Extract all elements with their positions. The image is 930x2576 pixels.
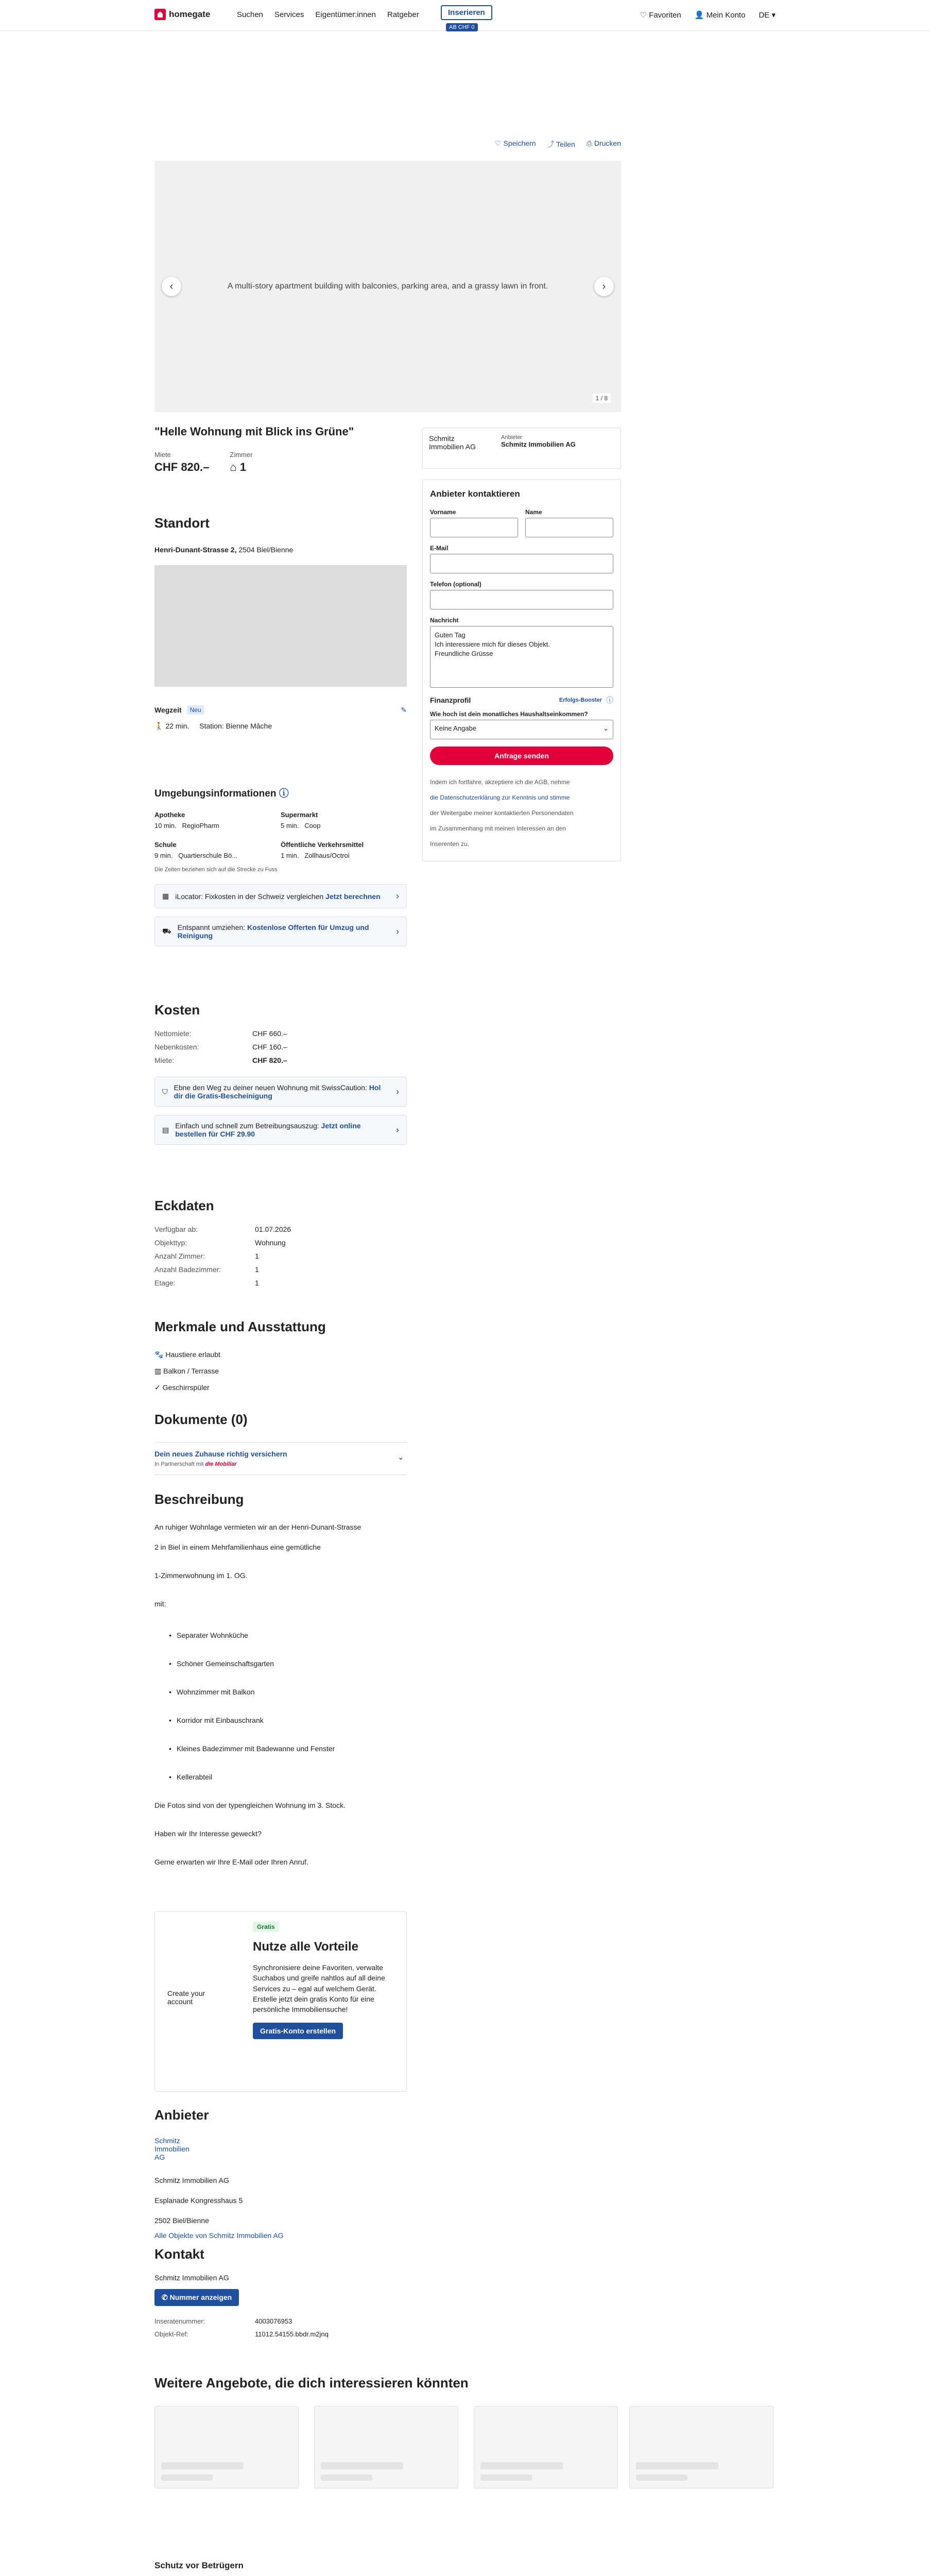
calculator-icon: ▦ bbox=[162, 892, 169, 900]
document-icon: ▤ bbox=[162, 1125, 169, 1134]
contact-heading: Kontakt bbox=[154, 2246, 204, 2262]
surroundings-heading: Umgebungsinformationen bbox=[154, 788, 277, 799]
shield-icon: ⛉ bbox=[162, 1087, 168, 1096]
contact-form: Anbieter kontaktieren Vorname Name E-Mail Telefon (optional) Nachricht Guten Tag Ich interessiere mich für dieses Objekt. Freundliche Grüsse Finanzprofil Erfolgs-Booster ⓘ Wie hoch ist dein monatliches Haushaltseinkommen? Keine Angabe ⌄ Anfrage senden Indem ich fortfahre, akzeptiere ich die AGB, nehme die Datenschutzerklärung zur Kenntnis und stimme der Weitergabe meiner kontaktierten Personendaten im Zusammenhang mit meinen Interessen an den Inserenten zu. bbox=[422, 479, 621, 861]
fraud-heading: Schutz vor Betrügern bbox=[154, 2561, 244, 2570]
features-heading: Merkmale und Ausstattung bbox=[154, 1319, 326, 1334]
documents-heading: Dokumente (0) bbox=[154, 1412, 248, 1427]
provider-city: 2502 Biel/Bienne bbox=[154, 2216, 209, 2225]
listing-actions bbox=[495, 139, 621, 149]
rooms-label: Zimmer bbox=[230, 451, 253, 459]
walk-icon: 🚶 bbox=[154, 722, 164, 730]
legal-text: Indem ich fortfahre, akzeptiere ich die AGB, nehme die Datenschutzerklärung zur Kenntnis und stimme der Weitergabe meiner kontaktierten Personendaten im Zusammenhang mit meinen Interessen an den Inserenten zu. bbox=[430, 778, 574, 848]
gallery-prev-button[interactable]: ‹ bbox=[162, 277, 181, 296]
contact-ref-table: Inseratenummer: 4003076953 Objekt-Ref: 11012.54155.bbdr.m2jnq bbox=[154, 2317, 329, 2338]
booster-badge: Erfolgs-Booster bbox=[559, 697, 602, 703]
gallery-counter: 1 / 8 bbox=[593, 394, 611, 403]
surrounding-supermarket: Supermarkt 5 min. Coop bbox=[281, 811, 321, 829]
surroundings-note: Die Zeiten beziehen sich auf die Strecke zu Fuss bbox=[154, 867, 278, 873]
send-request-button[interactable]: Anfrage senden bbox=[430, 747, 613, 765]
costs-table: Nettomiete: CHF 660.– Nebenkosten: CHF 160.– Miete: CHF 820.– bbox=[154, 1029, 287, 1064]
debt-register-card[interactable]: ▤ Einfach und schnell zum Betreibungsauszug: Jetzt online bestellen für CHF 29.90 › bbox=[154, 1115, 407, 1145]
balcony-icon: ▥ bbox=[154, 1367, 162, 1376]
map[interactable] bbox=[154, 565, 407, 687]
commute-station: Station: Bienne Mâche bbox=[199, 722, 272, 730]
commute-time: 22 min. bbox=[165, 722, 190, 730]
info-icon[interactable]: ⓘ bbox=[279, 788, 289, 799]
description-body: An ruhiger Wohnlage vermieten wir an der Henri-Dunant-Strasse 2 in Biel in einem Mehrfamilienhaus eine gemütliche 1-Zimmerwohnung im 1. OG. mit: • Separater Wohnküche • Schöner Gemeinschaftsgarten • Wohnzimmer mit Balkon • Korridor mit Einbauschrank • Kleines Badezimmer mit Badewanne und Fenster • Kellerabteil Die Fotos sind von der typengleichen Wohnung im 3. Stock. Haben wir Ihr Interesse geweckt? Gerne erwarten wir Ihre E-Mail oder Ihren Anruf. bbox=[154, 1522, 407, 1868]
commute-new-badge: Neu bbox=[187, 705, 204, 715]
account-link[interactable]: 👤 Mein Konto bbox=[694, 11, 746, 20]
language-select[interactable]: DE ▾ bbox=[759, 11, 776, 20]
listing-title: "Helle Wohnung mit Blick ins Grüne" bbox=[154, 425, 354, 438]
nav-suchen[interactable]: Suchen bbox=[237, 10, 263, 19]
provider-heading: Anbieter bbox=[154, 2107, 209, 2123]
surrounding-pharmacy: Apotheke 10 min. RegioPharm bbox=[154, 811, 219, 829]
message-textarea[interactable]: Guten Tag Ich interessiere mich für dieses Objekt. Freundliche Grüsse bbox=[430, 626, 613, 688]
mobiliar-logo: die Mobiliar bbox=[205, 1461, 237, 1467]
surrounding-transport: Öffentliche Verkehrsmittel 1 min. Zollhaus/Octroi bbox=[281, 841, 364, 859]
truck-icon: ⛟ bbox=[162, 926, 171, 935]
chevron-down-icon: ⌄ bbox=[398, 1453, 404, 1461]
offer-card[interactable] bbox=[154, 2406, 299, 2488]
income-select[interactable]: Keine Angabe ⌄ bbox=[430, 720, 613, 739]
favorites-link[interactable]: ♡ Favoriten bbox=[640, 11, 681, 20]
rooms-value: 1 bbox=[239, 461, 247, 473]
promo-box: Create your account Gratis Nutze alle Vorteile Synchronisiere deine Favoriten, verwalte Suchabos und greife nahtlos auf all deine Services zu – egal auf welchem Gerät. Erstelle jetzt dein gratis Konto für eine persönliche Immobiliensuche! Gratis-Konto erstellen bbox=[154, 1911, 407, 2092]
more-offers-heading: Weitere Angebote, die dich interessieren könnten bbox=[154, 2375, 469, 2391]
share-button[interactable]: ⤴ Teilen bbox=[547, 140, 575, 148]
last-name-input[interactable] bbox=[525, 518, 613, 537]
phone-input[interactable] bbox=[430, 590, 613, 609]
commute-label: Wegzeit bbox=[154, 706, 182, 714]
email-input[interactable] bbox=[430, 554, 613, 573]
feature-balcony: ▥ Balkon / Terrasse bbox=[154, 1367, 219, 1376]
insurance-banner[interactable]: Dein neues Zuhause richtig versichern In Partnerschaft mit die Mobiliar ⌄ bbox=[154, 1442, 407, 1475]
rooms-icon: ⌂ bbox=[230, 461, 237, 473]
check-icon: ✓ bbox=[154, 1383, 161, 1392]
site-header bbox=[0, 0, 930, 31]
description-heading: Beschreibung bbox=[154, 1492, 244, 1507]
offer-card[interactable] bbox=[474, 2406, 618, 2488]
insert-price-badge: AB CHF 0 bbox=[446, 23, 478, 31]
nav-services[interactable]: Services bbox=[274, 10, 304, 19]
image-gallery[interactable] bbox=[154, 161, 621, 412]
surrounding-school: Schule 9 min. Quartierschule Bö... bbox=[154, 841, 238, 859]
house-logo-icon bbox=[154, 9, 166, 20]
offer-card[interactable] bbox=[629, 2406, 773, 2488]
homegate-logo[interactable]: homegate bbox=[154, 9, 210, 20]
agent-company: Schmitz Immobilien AG bbox=[429, 434, 476, 451]
rent-value: CHF 820.– bbox=[154, 461, 210, 473]
provider-logo[interactable]: Schmitz Immobilien AG bbox=[154, 2137, 190, 2161]
print-button[interactable]: ⎙ Drucken bbox=[586, 139, 621, 147]
create-account-button[interactable]: Gratis-Konto erstellen bbox=[253, 2023, 343, 2039]
main-nav bbox=[237, 10, 419, 19]
pet-icon: 🐾 bbox=[154, 1350, 164, 1359]
agent-box: Schmitz Immobilien AG Anbieter Schmitz Immobilien AG bbox=[422, 428, 621, 469]
swisscaution-card[interactable]: ⛉ Ebne den Weg zu deiner neuen Wohnung mit SwissCaution: Hol dir die Gratis-Bescheinigung › bbox=[154, 1077, 407, 1107]
provider-street: Esplanade Kongresshaus 5 bbox=[154, 2196, 243, 2205]
moving-offers-card[interactable]: ⛟ Entspannt umziehen: Kostenlose Offerten für Umzug und Reinigung › bbox=[154, 917, 407, 946]
save-button[interactable]: ♡ Speichern bbox=[495, 139, 536, 147]
keydata-table: Verfügbar ab: 01.07.2026 Objekttyp: Wohnung Anzahl Zimmer: 1 Anzahl Badezimmer: 1 Etage: 1 bbox=[154, 1225, 291, 1287]
first-name-input[interactable] bbox=[430, 518, 518, 537]
provider-name: Schmitz Immobilien AG bbox=[154, 2176, 229, 2184]
nav-eigentuemer[interactable]: Eigentümer:innen bbox=[315, 10, 376, 19]
agent-name: Schmitz Immobilien AG bbox=[501, 440, 576, 448]
ilocator-card[interactable]: ▦ iLocator: Fixkosten in der Schweiz vergleichen Jetzt berechnen › bbox=[154, 884, 407, 908]
feature-dishwasher: ✓ Geschirrspüler bbox=[154, 1383, 210, 1392]
location-heading: Standort bbox=[154, 515, 210, 531]
contact-name: Schmitz Immobilien AG bbox=[154, 2274, 229, 2282]
insert-button[interactable]: Inserieren bbox=[441, 5, 492, 20]
feature-pets: 🐾 Haustiere erlaubt bbox=[154, 1350, 220, 1359]
info-icon: ⓘ bbox=[606, 696, 613, 704]
address-city: 2504 Biel/Bienne bbox=[238, 546, 294, 554]
gratis-badge: Gratis bbox=[253, 1922, 279, 1932]
edit-commute-icon[interactable]: ✎ bbox=[401, 705, 407, 714]
rent-label: Miete bbox=[154, 451, 171, 459]
costs-heading: Kosten bbox=[154, 1002, 200, 1018]
keydata-heading: Eckdaten bbox=[154, 1198, 214, 1213]
gallery-next-button[interactable]: › bbox=[594, 277, 614, 296]
show-number-button[interactable]: ✆ Nummer anzeigen bbox=[154, 2289, 239, 2306]
all-objects-link[interactable]: Alle Objekte von Schmitz Immobilien AG bbox=[154, 2231, 284, 2240]
gallery-image-alt: A multi-story apartment building with balconies, parking area, and a grassy lawn in front. bbox=[227, 282, 548, 291]
nav-ratgeber[interactable]: Ratgeber bbox=[387, 10, 419, 19]
address-street: Henri-Dunant-Strasse 2, bbox=[154, 546, 237, 554]
offer-card[interactable] bbox=[314, 2406, 458, 2488]
